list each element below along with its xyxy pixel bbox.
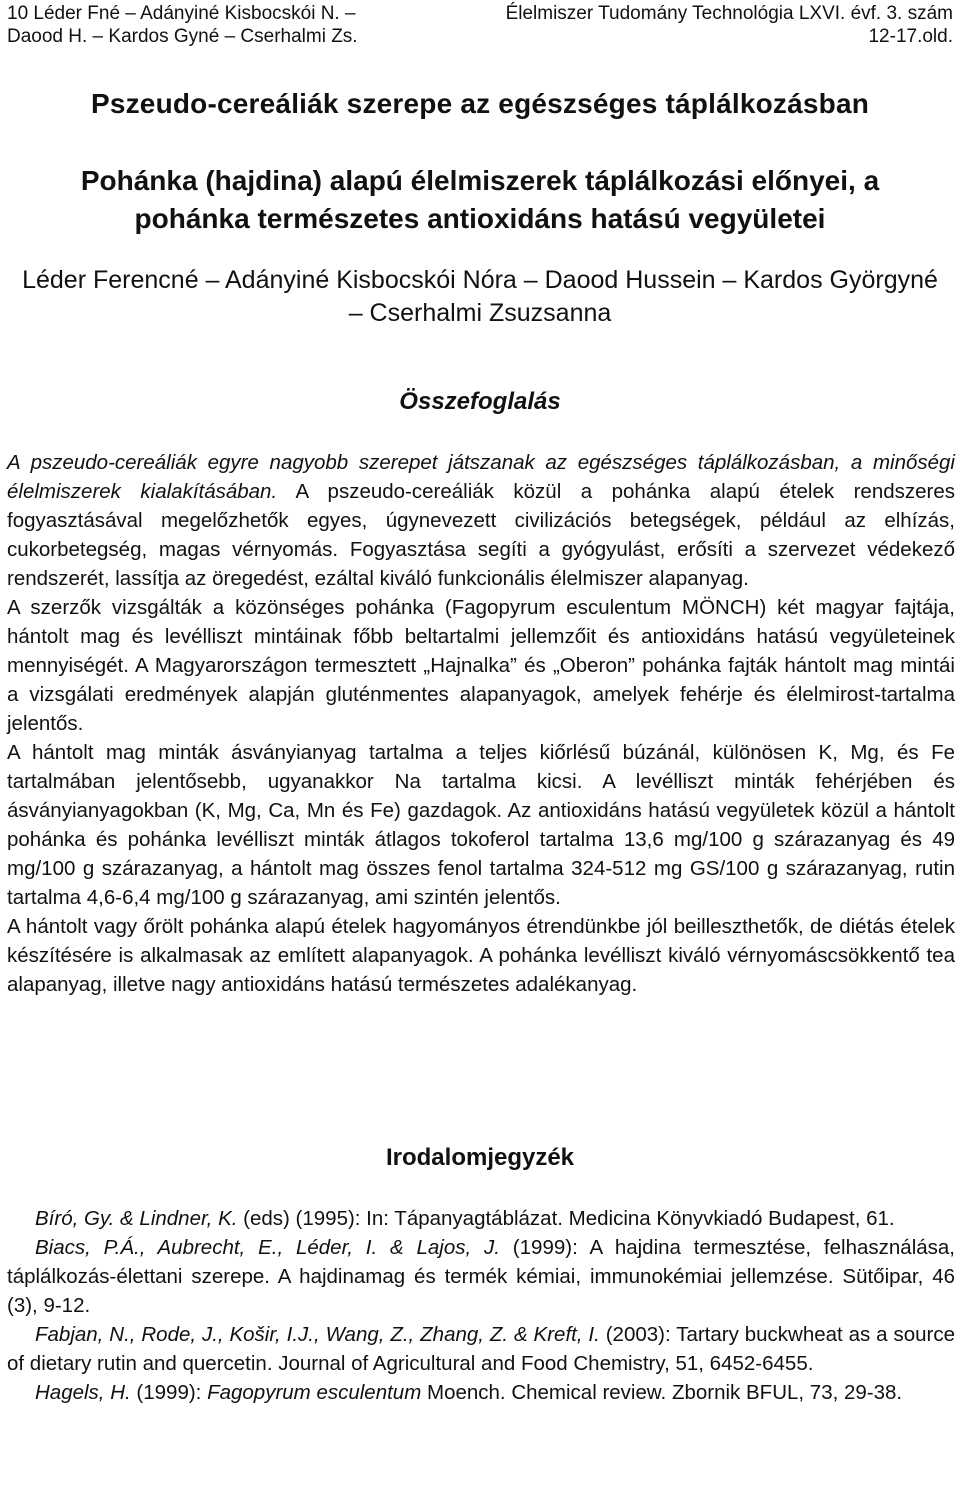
paper-title: Pszeudo-cereáliák szerepe az egészséges táplálkozásban: [90, 88, 870, 119]
paper-subtitle: Pohánka (hajdina) alapú élelmiszerek táplálkozási előnyei, a pohánka természetes antioxidáns hatású vegyületei: [80, 165, 880, 234]
reference-details-pre: (1999):: [130, 1381, 208, 1404]
abstract-paragraph-2: A szerzők vizsgálták a közönséges pohánka (Fagopyrum esculentum MÖNCH) két magyar fajtája, hántolt mag és levélliszt mintáinak főbb beltartalmi jellemzőit és antioxidáns hatású vegyületeinek mennyiségét. A Magyarországon termesztett „Hajnalka” és „Oberon” pohánka fajták hántolt mag mintái a vizsgálati eredmények alapján gluténmentes alapanyagok, amelyek fehérje és élelmirost-tartalma jelentős.: [7, 596, 955, 735]
reference-item: [7, 1378, 955, 1407]
reference-details: (1999): A hajdina termesztése, felhasználása, táplálkozás-élettani szerepe. A hajdinamag és termék kémiai, immunokémiai jellemzése. Sütőipar, 46 (3), 9-12.: [7, 1236, 955, 1317]
header-left-line1: 10 Léder Fné – Adányiné Kisbocskói N. –: [7, 3, 356, 24]
abstract-body: [7, 448, 955, 999]
reference-item: [7, 1320, 955, 1378]
reference-details: (2003): Tartary buckwheat as a source of dietary rutin and quercetin. Journal of Agricultural and Food Chemistry, 51, 6452-6455.: [7, 1323, 956, 1375]
abstract-lead-rest: A pszeudo-cereáliák közül a pohánka alapú ételek rendszeres fogyasztásával megelőzhetők egyes, úgynevezett civilizációs betegségek, például az elhízás, cukorbetegség, magas vérnyomás. Fogyasztása segíti a gyógyulást, erősíti a szervezet védekező rendszerét, lassítja az öregedést, ezáltal kiváló funkcionális élelmiszer alapanyag.: [7, 480, 955, 590]
references-heading: Irodalomjegyzék: [385, 1144, 575, 1171]
abstract-paragraph-1: [7, 448, 955, 593]
header-left-line2: Daood H. – Kardos Gyné – Cserhalmi Zs.: [7, 26, 358, 47]
header-right-line2: 12-17.old.: [868, 26, 953, 47]
reference-details: (eds) (1995): In: Tápanyagtáblázat. Medicina Könyvkiadó Budapest, 61.: [237, 1207, 895, 1230]
abstract-lead-italic: A pszeudo-cereáliák egyre nagyobb szerepet játszanak az egészséges táplálkozásban, a minőségi élelmiszerek kialakításában.: [7, 451, 955, 503]
reference-authors: Biacs, P.Á., Aubrecht, E., Léder, I. & Lajos, J.: [35, 1236, 500, 1259]
reference-authors: Fabjan, N., Rode, J., Košir, I.J., Wang, Z., Zhang, Z. & Kreft, I.: [35, 1323, 600, 1346]
abstract-paragraph-3: A hántolt mag minták ásványianyag tartalma a teljes kiőrlésű búzánál, különösen K, Mg, és Fe tartalmában jelentősebb, ugyanakkor Na tartalma kicsi. A levélliszt minták fehérjében és ásványianyagokban (K, Mg, Ca, Mn és Fe) gazdagok. Az antioxidáns hatású vegyületek közül a hántolt pohánka és pohánka levélliszt minták átlagos tokoferol tartalma 13,6 mg/100 g szárazanyag és 49 mg/100 g szárazanyag, a hántolt mag összes fenol tartalma 324-512 mg GS/100 g szárazanyag, rutin tartalma 4,6-6,4 mg/100 g szárazanyag, ami szintén jelentős.: [7, 741, 955, 909]
abstract-paragraph-4: A hántolt vagy őrölt pohánka alapú ételek hagyományos étrendünkbe jól beilleszthetők, de diétás ételek készítésére is alkalmasak az említett alapanyagok. A pohánka levélliszt kiváló vérnyomáscsökkentő tea alapanyag, illetve nagy antioxidáns hatású természetes adalékanyag.: [7, 915, 955, 996]
reference-authors: Bíró, Gy. & Lindner, K.: [35, 1207, 238, 1230]
abstract-heading: Összefoglalás: [399, 388, 561, 415]
reference-item: [7, 1204, 955, 1233]
reference-item: [7, 1233, 955, 1320]
running-header: [7, 0, 953, 46]
reference-list: [7, 1204, 955, 1407]
reference-italic-title: Fagopyrum esculentum: [207, 1381, 422, 1404]
author-list: Léder Ferencné – Adányiné Kisbocskói Nóra – Daood Hussein – Kardos Györgyné – Cserhalmi Zsuzsanna: [22, 266, 938, 327]
reference-details: Moench. Chemical review. Zbornik BFUL, 73, 29-38.: [421, 1381, 903, 1404]
reference-authors: Hagels, H.: [35, 1381, 131, 1404]
header-right-line1: Élelmiszer Tudomány Technológia LXVI. évf. 3. szám: [505, 3, 953, 24]
